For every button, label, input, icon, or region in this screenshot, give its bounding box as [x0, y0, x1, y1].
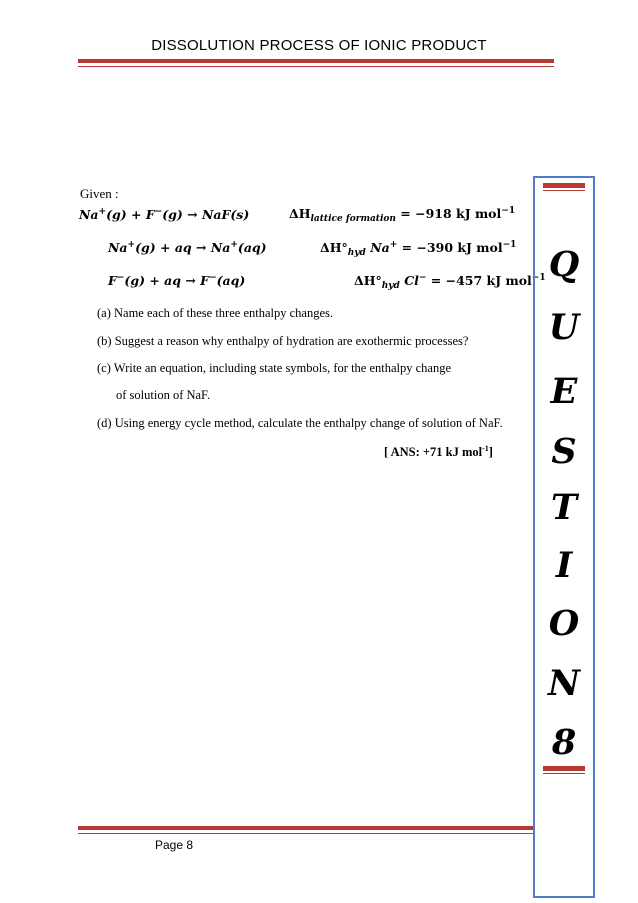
question-a: (a) Name each of these three enthalpy changes.: [97, 306, 333, 320]
side-panel-top-rule: [543, 183, 585, 188]
equation-hydration-f: F−(g) + aq → F−(aq): [108, 273, 246, 288]
enthalpy-hydration-cl: $\Delta H^\circ_{hyd}$ Cl− = −457 kJ mol$^{-1}$: [354, 273, 546, 291]
side-letter-u: U: [548, 307, 580, 348]
side-panel-bottom-rule-thin: [543, 773, 585, 774]
side-letter-q: Q: [548, 244, 580, 285]
equation-hydration-na: Na+(g) + aq → Na+(aq): [108, 240, 267, 255]
side-letter-t: T: [550, 487, 578, 528]
question-c: (c) Write an equation, including state symbols, for the enthalpy change: [97, 361, 452, 375]
answer-text: [ ANS: +71 kJ mol$^{-1}$]: [384, 444, 493, 460]
question-b: (b) Suggest a reason why enthalpy of hydration are exothermic processes?: [97, 334, 469, 348]
page-header-title: DISSOLUTION PROCESS OF IONIC PRODUCT: [151, 37, 487, 54]
equation-lattice: Na+(g) + F−(g) → NaF(s): [79, 207, 250, 222]
header-rule: [78, 59, 554, 63]
question-c-continued: of solution of NaF.: [116, 388, 211, 402]
page-number: Page 8: [155, 838, 194, 852]
footer-rule-thin: [78, 833, 533, 834]
enthalpy-hydration-na: $\Delta H^\circ_{hyd}$ Na+ = −390 kJ mol$^{-1}$: [320, 240, 517, 258]
side-letter-o: O: [548, 603, 580, 644]
side-letter-i: I: [555, 545, 573, 586]
header-rule-thin: [78, 66, 554, 67]
side-letter-n: N: [548, 663, 580, 704]
side-panel-top-rule-thin: [543, 190, 585, 191]
side-panel-bottom-rule: [543, 766, 585, 771]
side-letter-8: 8: [551, 722, 577, 763]
given-label: Given :: [80, 186, 119, 201]
question-d: (d) Using energy cycle method, calculate the enthalpy change of solution of NaF.: [97, 416, 503, 430]
enthalpy-lattice-formation: $\Delta H_{lattice formation} = -918$ kJ mol$^{-1}$: [289, 206, 516, 224]
side-letter-e: E: [550, 371, 578, 412]
footer-rule: [78, 826, 533, 830]
side-letter-s: S: [551, 431, 577, 472]
